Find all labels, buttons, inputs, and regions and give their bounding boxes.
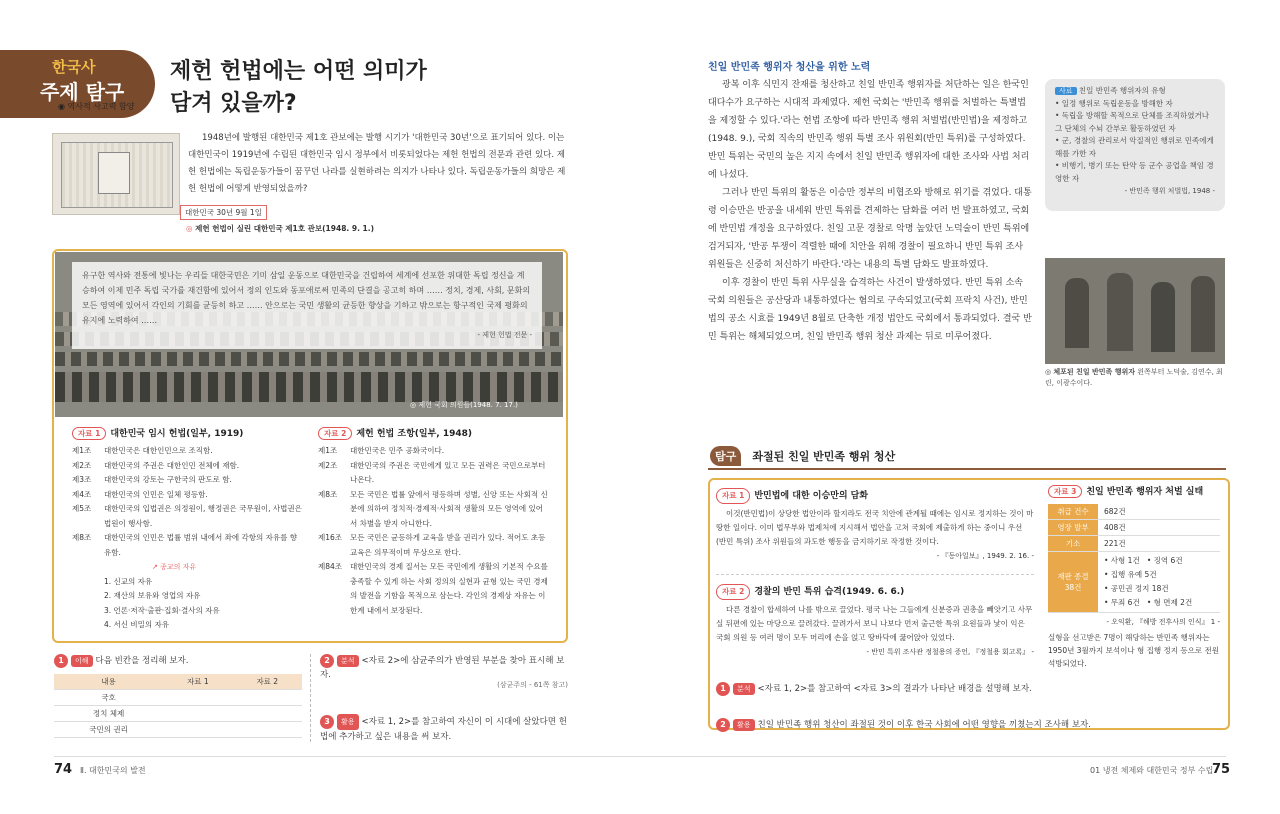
explore-doc1 <box>716 488 1034 563</box>
article-row: 제16조 모든 국민은 균등하게 교육을 받을 권리가 있다. 적어도 초등 교육은 의무적이며 무상으로 한다. <box>318 533 546 557</box>
article-row: 제1조 대한민국은 대한인민으로 조직함. <box>72 446 213 455</box>
table-header-cell: 자료 1 <box>163 674 232 690</box>
q2-number: 2 <box>320 654 334 668</box>
pointer-icon: ◎ <box>186 224 193 233</box>
e2-source: - 반민 특위 조사관 정철용의 증언, 『정철용 회고록』 - <box>866 648 1034 656</box>
table-row: 영장 발부 408건 <box>1048 520 1220 536</box>
q2-tag: 분석 <box>337 655 359 667</box>
e1-source: - 『동아일보』, 1949. 2. 16. - <box>936 552 1034 560</box>
divider <box>310 654 311 742</box>
article-row: 제3조 대한민국의 강토는 구한국의 판도로 함. <box>72 475 232 484</box>
footer-rule <box>54 756 1226 757</box>
table-row: 국호 <box>54 690 302 706</box>
page-number-right: 75 <box>1212 762 1231 777</box>
question-3 <box>320 714 568 744</box>
q1-tag: 이해 <box>71 655 93 667</box>
q2-text: <자료 2>에 삼균주의가 반영된 부분을 찾아 표시해 보자. <box>320 656 565 680</box>
doc1-item: 4. 서신 비밀의 자유 <box>104 620 170 629</box>
table-row: 국민의 권리 <box>54 722 302 738</box>
blank-cell[interactable] <box>233 690 302 706</box>
blank-cell[interactable] <box>163 706 232 722</box>
q1-text: 다음 빈칸을 정리해 보자. <box>95 656 189 666</box>
chapter-label-left: Ⅱ. 대한민국의 발전 <box>80 766 146 775</box>
gazette-caption <box>186 223 374 234</box>
sidebar-tag: 사료 <box>1055 87 1077 95</box>
article-row: 제8조 모든 국민은 법률 앞에서 평등하며 성별, 신앙 또는 사회적 신분에 의하여 정치적·경제적·사회적 생활의 모든 영역에 있어서 차별을 받지 아니한다. <box>318 489 548 528</box>
e1-header <box>716 488 1034 504</box>
title-line2: 담겨 있을까? <box>170 91 297 116</box>
article-row: 제84조 대한민국의 경제 질서는 모든 국민에게 생활의 기본적 수요를 충족할 수 있게 하는 사회 정의의 실현과 균형 있는 국민 경제의 발전을 기함을 목적으로 삼는다. 각인의 경제상 자유는 이 한계 내에서 보장된다. <box>318 562 548 615</box>
e3-note: 실형을 선고받은 7명이 해당하는 반민족 행위자는 1950년 3월까지 보석이나 형 집행 정지 등으로 전원 석방되었다. <box>1048 633 1219 668</box>
assembly-photo-caption <box>410 400 518 410</box>
e3-title: 친일 반민족 행위자 처벌 실태 <box>1086 487 1204 497</box>
paragraph: 그러나 반민 특위의 활동은 이승만 정부의 비협조와 방해로 위기를 겪었다. 대통령 이승만은 반공을 내세워 반민 특위를 견제하는 담화를 여러 번 발표하였고, 국회에 반민법 개정을 요구하였다. 친일 고문 경찰로 악명 높았던 노덕술이 반민 특위에 검거되자, '반공 투쟁이 격렬한 때에 치안을 위해 경찰이 필요하니 반민 특위 조사 위원들은 신중히 처신하기 바란다.'라는 내용의 특별 담화도 발표하였다. <box>708 188 1032 270</box>
page-number-left: 74 <box>54 762 73 777</box>
q3-number: 3 <box>320 715 334 729</box>
gazette-image <box>52 133 180 215</box>
doc1-articles <box>72 444 304 633</box>
e1-tag: 자료 1 <box>716 488 750 504</box>
eq2-text: 친일 반민족 행위 청산이 좌절된 것이 이후 한국 사회에 어떤 영향을 끼쳤는지 조사해 보자. <box>757 720 1091 730</box>
sidebar-item: • 비행기, 병기 또는 탄약 등 군수 공업을 책임 경영한 자 <box>1055 161 1214 183</box>
eq1-tag: 분석 <box>733 683 755 695</box>
pointer-icon: ◎ <box>1045 368 1052 376</box>
doc1-header <box>72 426 304 440</box>
arrest-photo <box>1045 258 1225 364</box>
arrest-photo-caption <box>1045 367 1227 389</box>
e1-text: 이것(반민법)이 상당한 법안이라 할지라도 전국 치안에 관계될 때에는 임시로 정지하는 것이 마땅한 일이다. 이미 법무부와 법제처에 지시해서 법안을 고쳐 국회에 제출하게 하는 중이니 우선 (반민 특위) 조사 위원들의 과도한 행동을 금지하기로 작정한 것이다. <box>716 509 1034 546</box>
badge-line2: 주제 탐구 <box>40 80 125 104</box>
explore-header <box>710 445 895 466</box>
sidebar-title: 친일 반민족 행위자의 유형 <box>1078 86 1166 95</box>
e3-header <box>1048 484 1220 498</box>
caption-bold: 체포된 친일 반민족 행위자 <box>1053 368 1136 376</box>
divider <box>716 574 1034 575</box>
intro-paragraph: 1948년에 발행된 대한민국 제1호 관보에는 발행 시기가 '대한민국 30년'으로 표기되어 있다. 이는 대한민국이 1919년에 수립된 대한민국 임시 정부에서 비롯되었다는 제헌 헌법의 전문과 관련 있다. 제헌 헌법에는 독립운동가들이 꿈꾸던 나라를 실현하려는 의지가 나타나 있다. 독립운동가들의 희망은 제헌 헌법에 어떻게 반영되었을까? <box>188 133 566 194</box>
e2-text: 다른 경찰이 합세하여 나를 밖으로 끌었다. 평국 나는 그들에게 신분증과 권총을 빼앗기고 사무실 뒤편에 있는 마당으로 끌려갔다. 끌려가서 보니 나보다 먼저 출근한 특위 요원들과 낯이 익은 국회 의원 등 여러 명이 모두 머리에 손을 얹고 땅바닥에 꿇어앉아 있었다. <box>716 605 1033 642</box>
explore-doc3 <box>1048 484 1220 670</box>
sidebar-source: - 반민족 행위 처벌법, 1948 - <box>1124 187 1215 195</box>
table-row: 재판 종결 38건 • 사형 1건 • 징역 6건 • 집행 유예 5건 • 공민권 정지 18건 • 무죄 6건 • 형 면제 2건 <box>1048 552 1220 613</box>
explore-title: 좌절된 친일 반민족 행위 청산 <box>752 450 896 463</box>
explore-rule <box>708 468 1226 470</box>
question-1 <box>54 654 188 668</box>
doc2-articles <box>318 444 550 618</box>
pointer-icon: ◎ <box>410 401 417 409</box>
doc1-tag: 자료 1 <box>72 427 106 440</box>
chapter-label-right: 01 냉전 체제와 대한민국 정부 수립 <box>1090 766 1214 775</box>
doc1-item: 3. 언론·저작·출판·집회·결사의 자유 <box>104 605 220 615</box>
sidebar-item: • 군, 경찰의 관리로서 악질적인 행위로 민족에게 해를 가한 자 <box>1055 136 1214 158</box>
question-2 <box>320 654 568 690</box>
blank-cell[interactable] <box>163 722 232 738</box>
article-row: 제4조 대한민국의 인민은 일체 평등함. <box>72 489 208 499</box>
competency-text: 역사적 사고력 함양 <box>67 102 135 111</box>
article-row: 제5조 대한민국의 입법권은 의정원이, 행정권은 국무원이, 사법권은 법원이 행사함. <box>72 504 302 528</box>
sidebar-header <box>1055 85 1215 98</box>
gazette-caption-text: 제헌 헌법이 실린 대한민국 제1호 관보(1948. 9. 1.) <box>195 224 375 233</box>
doc2-block <box>318 426 550 618</box>
gazette-callout: 대한민국 30년 9월 1일 <box>180 205 267 220</box>
doc1-block <box>72 426 304 633</box>
doc1-note: ↗ 종교의 자유 <box>152 563 197 571</box>
eq1-number: 1 <box>716 682 730 696</box>
competency-label <box>58 101 134 112</box>
title-line1: 제헌 헌법에는 어떤 의미가 <box>170 59 427 84</box>
preamble-text: 유구한 역사와 전통에 빛나는 우리들 대한국민은 기미 삼일 운동으로 대한민국을 건립하여 세계에 선포한 위대한 독립 정신을 계승하여 이제 민주 독립 국가를 재건함에 있어서 정의 인도와 동포애로써 민족의 단결을 공고히 하며 …… 정치, 경제, 사회, 문화의 모든 영역에 있어서 각인의 기회를 균등히 하고 …… 안으로는 국민 생활의 균등한 향상을 기하고 밖으로는 항구적인 국제 평화의 유지에 노력하여 …… <box>82 271 531 325</box>
paragraph: 광복 이후 식민지 잔재를 청산하고 친일 반민족 행위자를 처단하는 일은 한국인 대다수가 요구하는 시대적 과제였다. 제헌 국회는 '반민족 행위를 처벌하는 특별법을 제정할 수 있다.'라는 헌법 조항에 따라 반민족 행위 처벌법(반민법)을 제정하고(1948. 9.), 국회 직속의 반민족 행위 특별 조사 위원회(반민 특위)를 구성하였다. 반민 특위는 국민의 높은 지지 속에서 친일 반민족 행위자에 대한 조사와 사법 처리에 나섰다. <box>708 80 1030 180</box>
table-header-cell: 내용 <box>54 674 163 690</box>
e2-tag: 자료 2 <box>716 584 750 600</box>
article-row: 제1조 대한민국은 민주 공화국이다. <box>318 446 445 455</box>
preamble-source: - 제헌 헌법 전문 - <box>477 331 532 339</box>
body-text <box>708 76 1034 346</box>
e3-tag: 자료 3 <box>1048 485 1082 498</box>
sidebar-item: • 독립을 방해할 목적으로 단체를 조직하였거나 그 단체의 수뇌 간부로 활동하였던 자 <box>1055 111 1209 133</box>
badge-line1: 한국사 <box>52 58 96 76</box>
q3-text: <자료 1, 2>를 참고하여 자신이 이 시대에 살았다면 헌법에 추가하고 싶은 내용을 써 보자. <box>320 717 567 742</box>
doc1-title: 대한민국 임시 헌법(일부, 1919) <box>110 429 244 439</box>
q2-hint: (삼균주의 - 61쪽 참고) <box>497 681 568 689</box>
eq1-text: <자료 1, 2>를 참고하여 <자료 3>의 결과가 나타난 배경을 설명해 보자. <box>757 684 1032 694</box>
article-row: 제8조 대한민국의 인민은 법률 범위 내에서 좌에 각항의 자유를 향유함. <box>72 533 297 557</box>
doc2-title: 제헌 헌법 조항(일부, 1948) <box>356 429 472 439</box>
section-title: 친일 반민족 행위자 청산을 위한 노력 <box>708 62 871 73</box>
article-row: 제2조 대한민국의 주권은 대한인민 전체에 재함. <box>72 460 240 470</box>
eq2-number: 2 <box>716 718 730 732</box>
table-row: 정치 체제 <box>54 706 302 722</box>
summary-table <box>54 674 302 738</box>
sidebar-item: • 일정 행위로 독립운동을 방해한 자 <box>1055 98 1173 108</box>
q3-tag: 활용 <box>337 714 359 730</box>
e2-title: 경찰의 반민 특위 습격(1949. 6. 6.) <box>754 587 905 597</box>
assembly-caption-text: 제헌 국회 의원들(1948. 7. 17.) <box>418 401 518 409</box>
explore-question-2 <box>716 718 1091 732</box>
table-header <box>54 674 302 690</box>
blank-cell[interactable] <box>163 690 232 706</box>
blank-cell[interactable] <box>233 706 302 722</box>
article-row: 제2조 대한민국의 주권은 국민에게 있고 모든 권력은 국민으로부터 나온다. <box>318 460 546 484</box>
q1-number: 1 <box>54 654 68 668</box>
doc1-item: 2. 재산의 보유와 영업의 자유 <box>104 591 201 600</box>
doc1-item: 1. 신교의 자유 <box>104 576 153 586</box>
caption-rest: 왼쪽부터 노덕술, 김연수, 최린, 이광수이다. <box>1045 368 1223 387</box>
explore-badge: 탐구 <box>710 446 741 466</box>
paragraph: 이후 경찰이 반민 특위 사무실을 습격하는 사건이 발생하였다. 반민 특위 소속 국회 의원들은 공산당과 내통하였다는 혐의로 구속되었고(국회 프락치 사건), 반민법의 공소 시효를 1949년 8월로 단축한 개정 법안도 국회에서 통과되었다. 결국 반민 특위는 해체되었으며, 친일 반민족 행위 청산 과제는 뒤로 미루어졌다. <box>708 278 1032 342</box>
table-row: 취급 건수 682건 <box>1048 504 1220 520</box>
table-row: 기소 221건 <box>1048 536 1220 552</box>
blank-cell[interactable] <box>233 722 302 738</box>
e2-header <box>716 584 1034 600</box>
stats-table <box>1048 504 1220 613</box>
page-title <box>170 56 490 120</box>
explore-doc2 <box>716 584 1034 659</box>
table-header-cell: 자료 2 <box>233 674 302 690</box>
doc2-tag: 자료 2 <box>318 427 352 440</box>
explore-question-1 <box>716 682 1032 696</box>
eq2-tag: 활용 <box>733 719 755 731</box>
doc2-header <box>318 426 550 440</box>
e1-title: 반민법에 대한 이승만의 담화 <box>754 491 869 501</box>
e3-source: - 오익환, 『해방 전후사의 인식』 1 - <box>1106 618 1220 626</box>
preamble-quote <box>72 262 542 349</box>
source-sidebar <box>1045 79 1225 211</box>
target-icon: ◉ <box>58 102 65 111</box>
